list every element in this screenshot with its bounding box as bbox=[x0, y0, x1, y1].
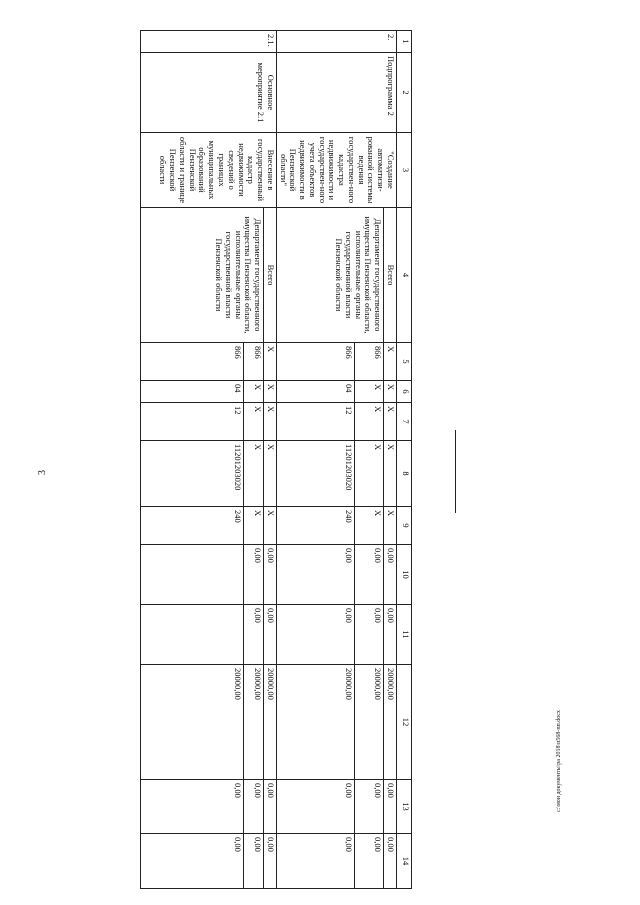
cell: 0,00 bbox=[264, 834, 277, 889]
cell: 20000,00 bbox=[384, 665, 397, 780]
cell: 12 bbox=[276, 403, 354, 441]
cell: 12 bbox=[141, 403, 244, 441]
col-header: 10 bbox=[397, 545, 412, 605]
col-header: 9 bbox=[397, 507, 412, 545]
cell: 0,00 bbox=[354, 605, 383, 665]
cell: 0,00 bbox=[384, 834, 397, 889]
cell: 0,00 bbox=[384, 780, 397, 834]
cell: 240 bbox=[276, 507, 354, 545]
row-number: 2.1. bbox=[141, 31, 277, 53]
cell: 0,00 bbox=[244, 545, 264, 605]
cell: Х bbox=[354, 381, 383, 403]
program-title: Внесение в государственный кадастр недвижимости сведений о границах муниципальных образований Пензенской области и границе Пензенской области bbox=[141, 133, 277, 208]
col-header: 7 bbox=[397, 403, 412, 441]
cell: 0,00 bbox=[384, 545, 397, 605]
cell: Х bbox=[244, 381, 264, 403]
cell: 0,00 bbox=[354, 780, 383, 834]
executor: Всего bbox=[384, 208, 397, 343]
cell: 866 bbox=[141, 343, 244, 381]
cell: Х bbox=[264, 507, 277, 545]
cell: Х bbox=[264, 441, 277, 507]
cell: 11201203020 bbox=[141, 441, 244, 507]
table-row bbox=[264, 31, 277, 889]
col-header: 8 bbox=[397, 441, 412, 507]
program-title: "Создание автоматизи-рованной системы ведения государствен-ного кадастра недвижимости и государствен-ного учета объектов недвижимости в Пензенской области" bbox=[276, 133, 396, 208]
cell: Х bbox=[264, 381, 277, 403]
cell: 04 bbox=[276, 381, 354, 403]
header-row bbox=[397, 31, 412, 889]
row-number: 2. bbox=[276, 31, 396, 53]
rotated-table-container bbox=[74, 30, 412, 888]
program-name: Подпрограмма 2 bbox=[276, 53, 396, 133]
cell: Х bbox=[384, 343, 397, 381]
cell: 0,00 bbox=[244, 834, 264, 889]
cell: 0,00 bbox=[141, 780, 244, 834]
col-header: 3 bbox=[397, 133, 412, 208]
cell: 866 bbox=[276, 343, 354, 381]
executor: Департамент государственного имущества Пензенской области, исполнительные органы государственной власти Пензенской области bbox=[276, 208, 383, 343]
cell: Х bbox=[244, 507, 264, 545]
cell: 0,00 bbox=[276, 834, 354, 889]
col-header: 14 bbox=[397, 834, 412, 889]
cell: 0,00 bbox=[276, 605, 354, 665]
cell: 0,00 bbox=[384, 605, 397, 665]
cell: 0,00 bbox=[276, 545, 354, 605]
page-number: 3 bbox=[37, 470, 48, 475]
col-header: 6 bbox=[397, 381, 412, 403]
cell: 0,00 bbox=[354, 834, 383, 889]
col-header: 11 bbox=[397, 605, 412, 665]
cell: 866 bbox=[244, 343, 264, 381]
cell: 20000,00 bbox=[264, 665, 277, 780]
cell: Х bbox=[354, 403, 383, 441]
cell: 04 bbox=[141, 381, 244, 403]
file-path-footer: c:\мои документы\ра 2018\п568-пп.docx bbox=[556, 710, 562, 812]
cell: 20000,00 bbox=[244, 665, 264, 780]
cell: 20000,00 bbox=[354, 665, 383, 780]
cell: 0,00 bbox=[244, 605, 264, 665]
executor: Всего bbox=[264, 208, 277, 343]
cell: Х bbox=[384, 507, 397, 545]
cell: 0,00 bbox=[264, 605, 277, 665]
cell bbox=[141, 545, 244, 605]
cell: 240 bbox=[141, 507, 244, 545]
cell: Х bbox=[354, 441, 383, 507]
table-row bbox=[384, 31, 397, 889]
cell: Х bbox=[244, 403, 264, 441]
cell: 11201203020 bbox=[276, 441, 354, 507]
cell: Х bbox=[264, 343, 277, 381]
cell: 0,00 bbox=[264, 545, 277, 605]
col-header: 4 bbox=[397, 208, 412, 343]
col-header: 2 bbox=[397, 53, 412, 133]
cell: Х bbox=[244, 441, 264, 507]
cell bbox=[141, 605, 244, 665]
cell: 866 bbox=[354, 343, 383, 381]
program-name: Основное мероприятие 2.1 bbox=[141, 53, 277, 133]
cell: 20000,00 bbox=[276, 665, 354, 780]
cell: 0,00 bbox=[264, 780, 277, 834]
cell: 0,00 bbox=[141, 834, 244, 889]
col-header: 12 bbox=[397, 665, 412, 780]
budget-table bbox=[140, 30, 412, 889]
executor: Департамент государственного имущества Пензенской области, исполнительные органы государственной власти Пензенской области bbox=[141, 208, 264, 343]
separator-line bbox=[455, 430, 456, 513]
cell: Х bbox=[354, 507, 383, 545]
cell: Х bbox=[264, 403, 277, 441]
cell: 0,00 bbox=[244, 780, 264, 834]
cell: Х bbox=[384, 441, 397, 507]
col-header: 13 bbox=[397, 780, 412, 834]
cell: 0,00 bbox=[276, 780, 354, 834]
cell: Х bbox=[384, 381, 397, 403]
cell: 0,00 bbox=[354, 545, 383, 605]
col-header: 5 bbox=[397, 343, 412, 381]
col-header: 1 bbox=[397, 31, 412, 53]
cell: Х bbox=[384, 403, 397, 441]
cell: 20000,00 bbox=[141, 665, 244, 780]
